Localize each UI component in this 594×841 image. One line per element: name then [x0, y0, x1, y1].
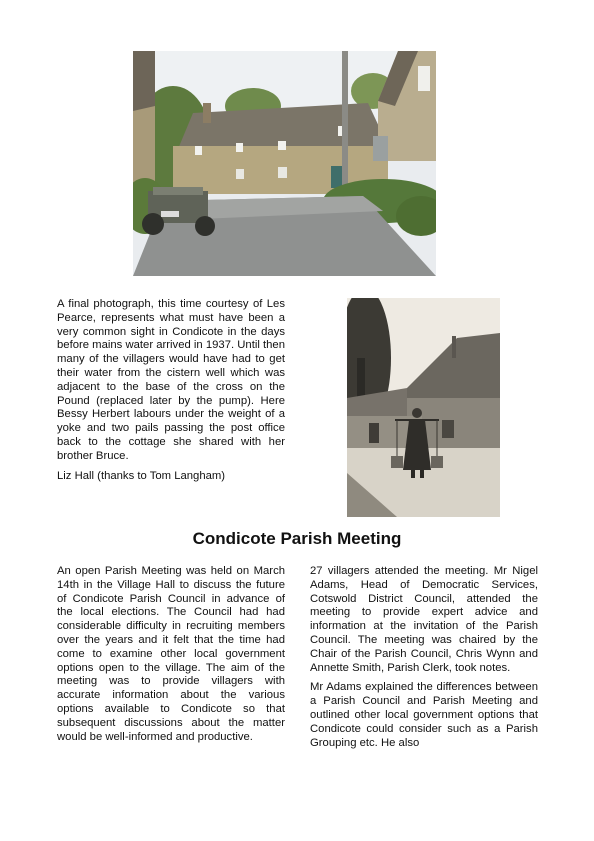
- village-street-photo: [133, 51, 436, 276]
- caption-text: A final photograph, this time courtesy of Les Pearce, represents what must have been a very common sight in Condicote in the days before mains water arrived in 1937. Until then many of the villagers would have had to get their water from the cistern well which was adjacent to the base of the cross on the Pound (replaced later by the pump). Here Bessy Herbert labours under the weight of a yoke and two pails passing the post office back to the cottage she shared with her brother Bruce.: [57, 298, 285, 462]
- photo-caption: [57, 298, 285, 489]
- right-column: [310, 565, 538, 756]
- caption-credit: Liz Hall (thanks to Tom Langham): [57, 469, 226, 482]
- section-heading: Condicote Parish Meeting: [192, 529, 402, 548]
- right-paragraph-1: 27 villagers attended the meeting. Mr Nigel Adams, Head of Democratic Services, Cotswold District Council, attended the meeting to provide expert advice and information at the invitation of the Parish Council. The meeting was chaired by the Chair of the Parish Council, Chris Wynn and Annette Smith, Parish Clerk, took notes.: [310, 565, 538, 674]
- left-column: [57, 565, 285, 750]
- water-carrier-photo: [347, 298, 500, 517]
- left-paragraph: An open Parish Meeting was held on March 14th in the Village Hall to discuss the future of Condicote Parish Council in advance of the local elections. The Council had had considerable difficulty in recruiting members over the years and it felt that the time had come to examine other local government options open to the village. The aim of the meeting was to provide villagers with accurate information about the various options available to Condicote so that subsequent discussions about the matter would be well-informed and productive.: [57, 565, 285, 743]
- right-paragraph-2: Mr Adams explained the differences between a Parish Council and Parish Meeting and outlined other local government options that Condicote could consider such as a Parish Grouping etc. He also: [310, 681, 538, 749]
